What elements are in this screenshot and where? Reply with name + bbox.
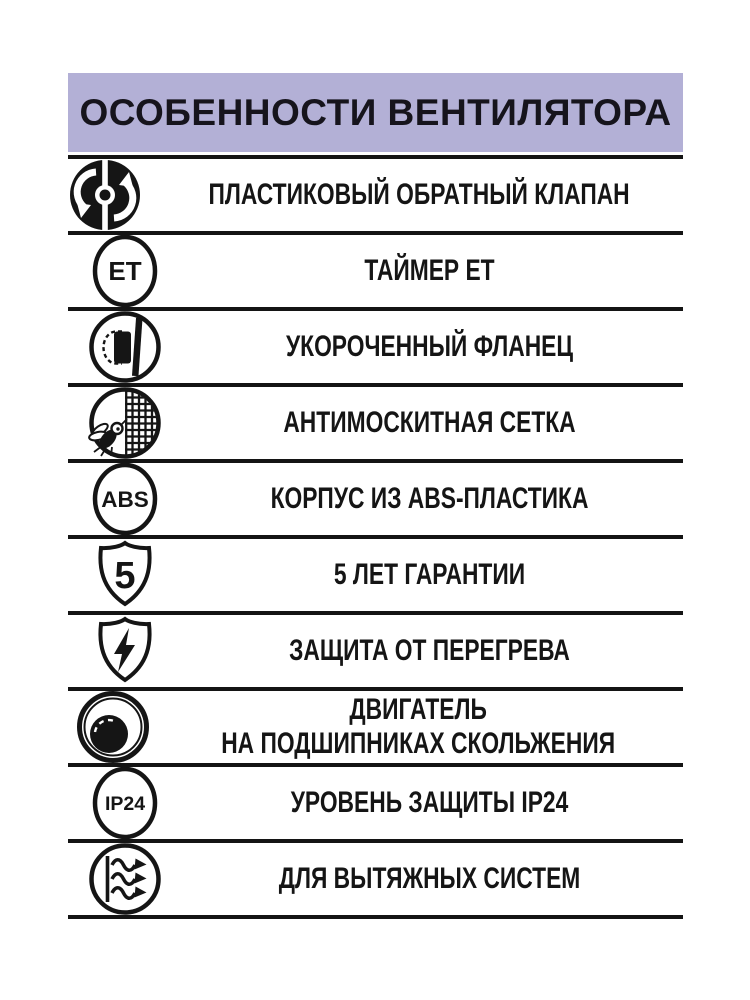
svg-text:ABS: ABS xyxy=(101,487,149,512)
feature-label: ПЛАСТИКОВЫЙ ОБРАТНЫЙ КЛАПАН xyxy=(208,178,630,211)
feature-label: ТАЙМЕР ЕТ xyxy=(364,254,495,287)
feature-row xyxy=(68,463,683,539)
feature-row xyxy=(68,843,683,919)
feature-row xyxy=(68,235,683,311)
abs-plastic-icon xyxy=(68,462,182,536)
ip24-icon xyxy=(68,766,182,840)
check-valve-icon xyxy=(68,158,142,232)
feature-label: ЗАЩИТА ОТ ПЕРЕГРЕВА xyxy=(289,634,570,667)
overheat-protection-icon xyxy=(68,614,182,688)
short-flange-icon xyxy=(68,310,182,384)
svg-text:IP24: IP24 xyxy=(104,793,146,815)
warranty-shield-icon xyxy=(68,538,182,612)
feature-row xyxy=(68,387,683,463)
mosquito-net-icon xyxy=(68,386,182,460)
feature-label: АНТИМОСКИТНАЯ СЕТКА xyxy=(283,406,576,439)
exhaust-system-icon xyxy=(68,842,182,916)
page-header xyxy=(68,73,683,152)
feature-sheet xyxy=(68,73,683,919)
feature-row xyxy=(68,615,683,691)
feature-label: УКОРОЧЕННЫЙ ФЛАНЕЦ xyxy=(285,330,574,363)
timer-icon xyxy=(68,234,182,308)
svg-text:ET: ET xyxy=(108,256,142,286)
feature-label: КОРПУС ИЗ ABS-ПЛАСТИКА xyxy=(270,482,589,515)
feature-row xyxy=(68,159,683,235)
feature-label: УРОВЕНЬ ЗАЩИТЫ IP24 xyxy=(290,786,569,819)
feature-row xyxy=(68,767,683,843)
lightning-bolt-icon xyxy=(114,628,135,672)
feature-row xyxy=(68,311,683,387)
svg-text:5: 5 xyxy=(114,555,136,597)
page-title: ОСОБЕННОСТИ ВЕНТИЛЯТОРА xyxy=(79,91,672,133)
feature-row xyxy=(68,539,683,615)
feature-row xyxy=(68,691,683,767)
feature-label: 5 ЛЕТ ГАРАНТИИ xyxy=(333,558,526,591)
feature-label: ДВИГАТЕЛЬ НА ПОДШИПНИКАХ СКОЛЬЖЕНИЯ xyxy=(220,693,615,760)
sleeve-bearing-icon xyxy=(68,690,159,764)
feature-label: ДЛЯ ВЫТЯЖНЫХ СИСТЕМ xyxy=(278,862,581,895)
